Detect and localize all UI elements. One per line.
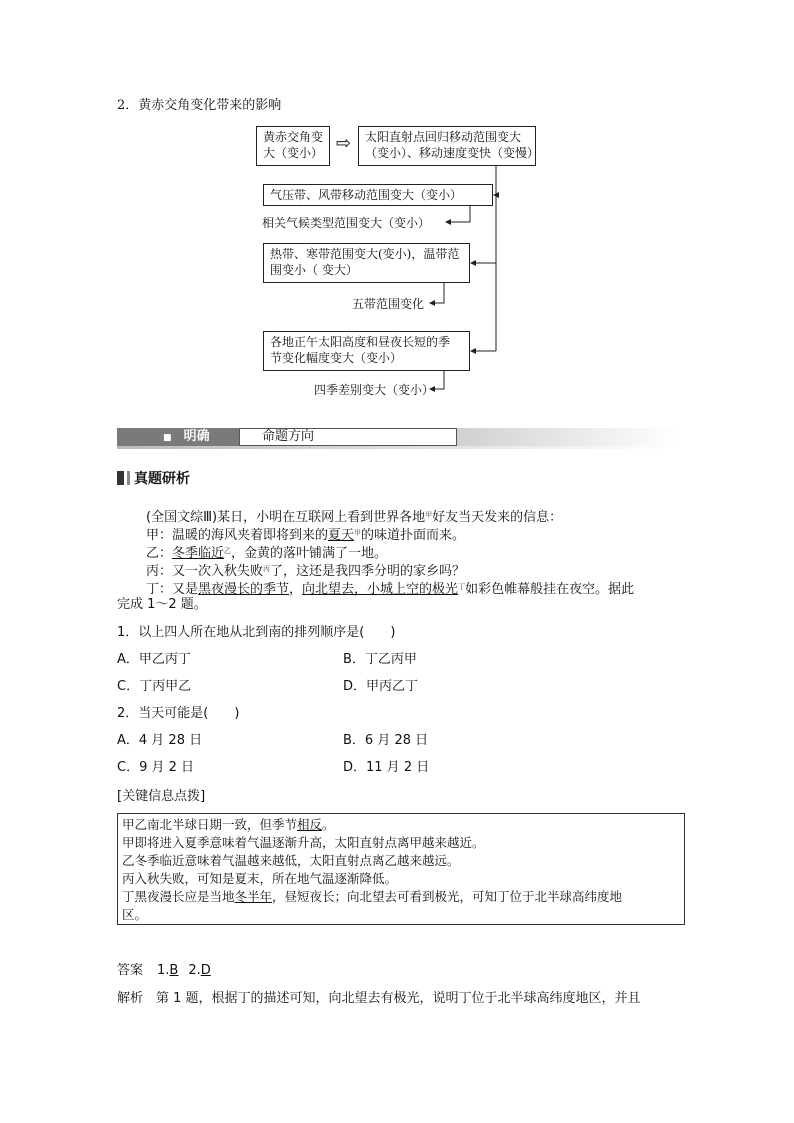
intro-1b: 好友当天发来的信息： [432, 510, 563, 525]
answer-1-value: B [169, 963, 179, 978]
label-climate-types: 相关气候类型范围变大（变小） [262, 216, 431, 230]
key-l5u: 冬半年 [234, 889, 273, 904]
q1-option-b[interactable]: B．丁乙丙甲 [343, 652, 417, 667]
key-info-box [117, 813, 685, 925]
bing-b: 了，这还是我四季分明的家乡吗？ [270, 564, 466, 579]
label-seasons: 四季差别变大（变小） [314, 383, 435, 397]
banner-dark-tab [117, 428, 239, 446]
ding-b: ， [289, 582, 303, 597]
key-l1a: 甲乙南北半球日期一致，但季节 [122, 817, 298, 832]
key-line-1 [122, 816, 680, 834]
intro-1-sup: 甲 [425, 511, 433, 519]
answer-2-num: 2. [188, 963, 201, 978]
jia-a: 甲：温暖的海风夹着即将到来的 [146, 528, 329, 543]
yi-sup: 乙 [224, 547, 232, 555]
q2-option-d[interactable]: D．11 月 2 日 [343, 760, 430, 775]
right-arrow-icon: ⇨ [336, 133, 352, 154]
answer-line [117, 962, 211, 980]
box-subsolar-line1: 太阳直射点回归移动范围变大 [365, 130, 522, 144]
box-subsolar-line2: （变小）、移动速度变快（变慢） [365, 146, 540, 160]
connector-to-five [430, 283, 444, 303]
banner-light-tab [239, 428, 457, 446]
bullet-icon: ■ [163, 433, 172, 443]
key-line-3: 乙冬季临近意味着气温越来越低，太阳直射点离乙越来越远。 [122, 853, 460, 868]
answer-1-num: 1. [157, 963, 170, 978]
q1-stem: 1．以上四人所在地从北到南的排列顺序是( ) [117, 625, 396, 640]
banner-left-text: 明确 [183, 429, 210, 444]
banner-shade [457, 428, 677, 446]
box-pressure-belts: 气压带、风带移动范围变大（变小） [263, 184, 493, 206]
key-l5a: 丁黑夜漫长应是当地 [122, 889, 235, 904]
diagram-connectors [0, 0, 794, 420]
jia-b: 的味道扑面而来。 [361, 528, 466, 543]
ding-u2: 向北望去，小城上空的极光 [302, 582, 459, 597]
ding-sup: 丁 [458, 583, 466, 591]
yi-u: 冬季临近 [172, 546, 225, 561]
key-info-title: [关键信息点拨] [117, 789, 206, 804]
ding-c: 如彩色帷幕般挂在夜空。据此 [465, 582, 635, 597]
key-l1u: 相反 [297, 817, 323, 832]
key-line-6: 区。 [122, 907, 148, 922]
section-title [117, 470, 190, 488]
q2-stem: 2．当天可能是( ) [117, 706, 240, 721]
q2-option-a[interactable]: A．4 月 28 日 [117, 733, 203, 748]
box-noon-line2: 节变化幅度变大（变小） [270, 351, 403, 365]
connector-to-seasons [430, 371, 444, 389]
q1-option-a[interactable]: A．甲乙丙丁 [117, 652, 191, 667]
box-obliquity-line1: 黄赤交角变 [263, 130, 324, 144]
bing-sup: 丙 [263, 565, 271, 573]
ding-a: 丁：又是 [146, 582, 199, 597]
key-line-5 [122, 888, 680, 906]
key-line-4: 丙入秋失败，可知是夏末，所在地气温逐渐降低。 [122, 871, 398, 886]
key-line-2: 甲即将进入夏季意味着气温逐渐升高，太阳直射点离甲越来越近。 [122, 835, 485, 850]
answer-label: 答案 [117, 963, 144, 978]
box-obliquity-line2: 大（变小） [263, 146, 324, 160]
banner-right-text: 命题方向 [262, 429, 315, 444]
section-marker-icon [117, 471, 124, 485]
connector-to-climate [446, 206, 470, 222]
jia-sup: 甲 [354, 529, 362, 537]
intro-ding [146, 578, 634, 599]
answer-2-value: D [200, 963, 211, 978]
box-zones-line2: 围变小（ 变大） [270, 263, 358, 277]
section-heading-2: 2．黄赤交角变化带来的影响 [117, 98, 282, 113]
jia-u: 夏天 [328, 528, 355, 543]
section-marker-icon-2 [127, 471, 130, 485]
q2-option-b[interactable]: B．6 月 28 日 [343, 733, 429, 748]
label-five-zones: 五带范围变化 [352, 297, 425, 311]
ding-u1: 黑夜漫长的季节 [198, 582, 290, 597]
section-banner [117, 428, 677, 448]
yi-a: 乙： [146, 546, 173, 561]
q2-option-c[interactable]: C．9 月 2 日 [117, 760, 195, 775]
q1-option-c[interactable]: C．丁丙甲乙 [117, 679, 192, 694]
banner-underline [117, 446, 677, 449]
key-l1b: 。 [322, 817, 335, 832]
box-zones-line1: 热带、寒带范围变大(变小)，温带范 [270, 247, 460, 261]
intro-ding-end: 完成 1～2 题。 [117, 597, 207, 612]
analysis-text: 解析 第 1 题，根据丁的描述可知，向北望去有极光，说明丁位于北半球高纬度地区，并且 [117, 991, 641, 1006]
yi-b: ，金黄的落叶铺满了一地。 [231, 546, 388, 561]
intro-1a: (全国文综Ⅲ)某日，小明在互联网上看到世界各地 [146, 510, 426, 525]
q1-option-d[interactable]: D．甲丙乙丁 [343, 679, 419, 694]
section-title-text: 真题研析 [134, 471, 190, 487]
key-l5b: ，昼短夜长；向北望去可看到极光，可知丁位于北半球高纬度地 [272, 889, 623, 904]
box-noon-line1: 各地正午太阳高度和昼夜长短的季 [270, 335, 451, 349]
bing-a: 丙：又一次入秋失败 [146, 564, 264, 579]
